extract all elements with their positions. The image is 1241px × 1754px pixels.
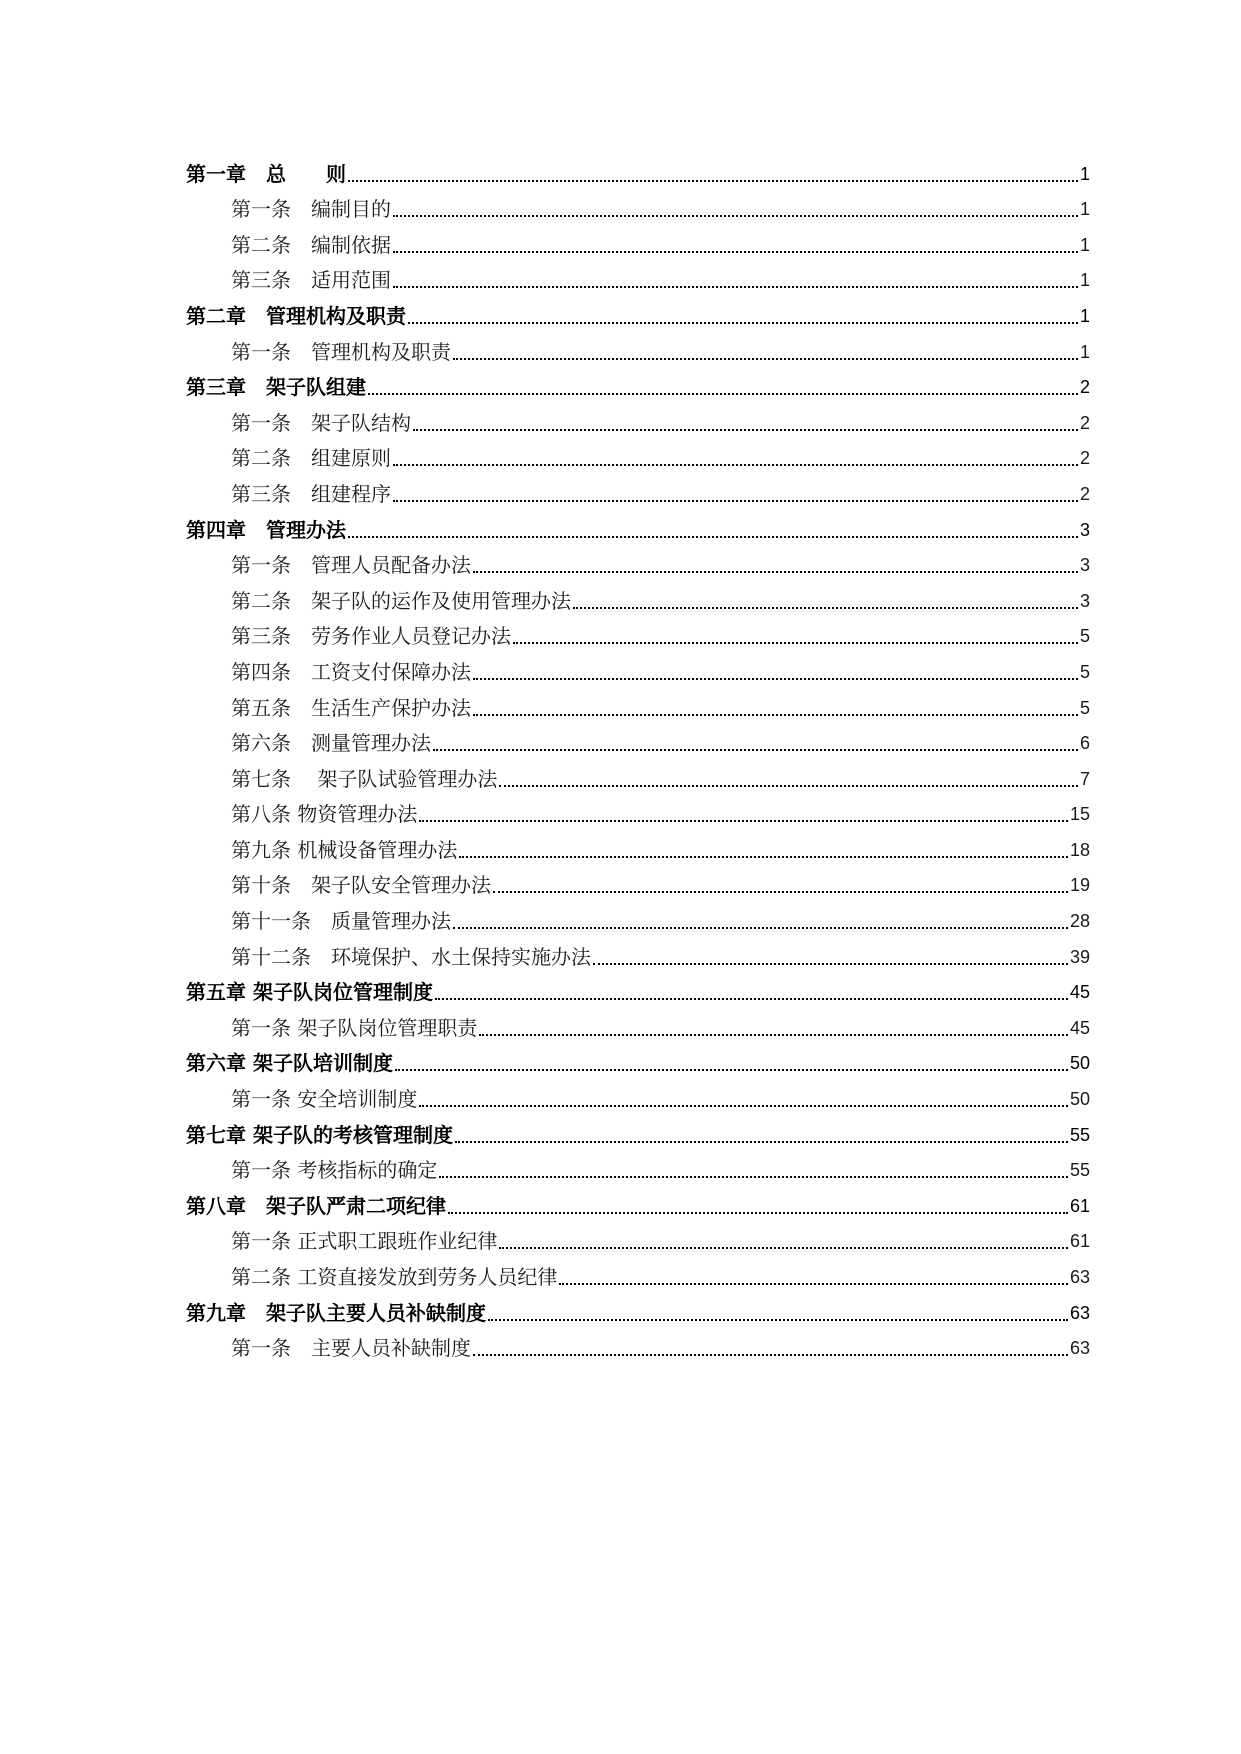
toc-dot-leader: [393, 500, 1078, 502]
toc-entry[interactable]: [186, 1293, 1090, 1329]
toc-dot-leader: [499, 785, 1078, 787]
toc-entry-title: 第十二条 环境保护、水土保持实施办法: [231, 944, 591, 969]
toc-page-number: 7: [1079, 768, 1090, 789]
toc-page-number: 5: [1079, 661, 1090, 682]
toc-page-number: 2: [1079, 377, 1090, 398]
toc-page-number: 3: [1079, 555, 1090, 576]
toc-dot-leader: [513, 642, 1078, 644]
toc-entry[interactable]: [186, 474, 1090, 510]
toc-entry[interactable]: [186, 225, 1090, 261]
toc-entry-title: 第四条 工资支付保障办法: [231, 659, 471, 684]
toc-entry[interactable]: [186, 652, 1090, 688]
toc-page-number: 1: [1079, 163, 1090, 184]
toc-entry[interactable]: [186, 1044, 1090, 1080]
toc-dot-leader: [393, 286, 1078, 288]
toc-entry-title: 第二条 架子队的运作及使用管理办法: [231, 588, 571, 613]
toc-entry[interactable]: [186, 1329, 1090, 1365]
toc-entry[interactable]: [186, 581, 1090, 617]
toc-dot-leader: [393, 251, 1078, 253]
toc-entry[interactable]: [186, 759, 1090, 795]
toc-dot-leader: [448, 1212, 1068, 1214]
toc-dot-leader: [419, 820, 1068, 822]
toc-entry[interactable]: [186, 1186, 1090, 1222]
toc-entry[interactable]: [186, 973, 1090, 1009]
toc-entry-title: 第三章 架子队组建: [186, 375, 366, 400]
toc-page-number: 45: [1069, 982, 1090, 1003]
toc-page-number: 18: [1069, 839, 1090, 860]
toc-dot-leader: [348, 180, 1078, 182]
toc-entry[interactable]: [186, 830, 1090, 866]
toc-entry-title: 第九章 架子队主要人员补缺制度: [186, 1300, 486, 1325]
toc-entry[interactable]: [186, 403, 1090, 439]
toc-entry[interactable]: [186, 190, 1090, 226]
toc-entry-title: 第一条 主要人员补缺制度: [231, 1336, 471, 1361]
toc-entry[interactable]: [186, 368, 1090, 404]
toc-entry-title: 第八条 物资管理办法: [231, 802, 418, 827]
toc-dot-leader: [473, 678, 1078, 680]
toc-entry[interactable]: [186, 795, 1090, 831]
toc-entry[interactable]: [186, 937, 1090, 973]
toc-dot-leader: [368, 393, 1078, 395]
toc-entry-title: 第一章 总 则: [186, 161, 346, 186]
toc-entry-title: 第一条 架子队岗位管理职责: [231, 1015, 478, 1040]
toc-entry-title: 第一条 管理人员配备办法: [231, 553, 471, 578]
toc-dot-leader: [559, 1283, 1068, 1285]
toc-entry-title: 第九条 机械设备管理办法: [231, 837, 458, 862]
toc-entry-title: 第一条 考核指标的确定: [231, 1158, 438, 1183]
toc-dot-leader: [455, 1141, 1068, 1143]
toc-page-number: 2: [1079, 412, 1090, 433]
toc-page-number: 50: [1069, 1053, 1090, 1074]
toc-page-number: 3: [1079, 590, 1090, 611]
toc-entry-title: 第一条 正式职工跟班作业纪律: [231, 1229, 498, 1254]
toc-entry[interactable]: [186, 1257, 1090, 1293]
toc-dot-leader: [453, 358, 1078, 360]
toc-dot-leader: [459, 856, 1068, 858]
toc-page-number: 61: [1069, 1231, 1090, 1252]
toc-page-number: 63: [1069, 1338, 1090, 1359]
toc-entry[interactable]: [186, 296, 1090, 332]
toc-entry-title: 第三条 适用范围: [231, 268, 391, 293]
toc-page-number: 1: [1079, 341, 1090, 362]
toc-entry-title: 第一条 编制目的: [231, 197, 391, 222]
toc-dot-leader: [453, 927, 1068, 929]
table-of-contents: [186, 154, 1090, 1364]
toc-dot-leader: [493, 891, 1068, 893]
toc-entry-title: 第一条 安全培训制度: [231, 1087, 418, 1112]
toc-entry[interactable]: [186, 154, 1090, 190]
toc-dot-leader: [488, 1319, 1068, 1321]
toc-entry[interactable]: [186, 688, 1090, 724]
toc-page-number: 1: [1079, 270, 1090, 291]
toc-entry[interactable]: [186, 439, 1090, 475]
toc-dot-leader: [439, 1176, 1068, 1178]
toc-entry[interactable]: [186, 1115, 1090, 1151]
toc-page-number: 2: [1079, 483, 1090, 504]
toc-entry-title: 第二条 编制依据: [231, 232, 391, 257]
toc-entry[interactable]: [186, 261, 1090, 297]
toc-page-number: 2: [1079, 448, 1090, 469]
toc-entry-title: 第三条 组建程序: [231, 481, 391, 506]
toc-page-number: 5: [1079, 626, 1090, 647]
toc-dot-leader: [473, 1354, 1068, 1356]
toc-dot-leader: [573, 607, 1078, 609]
toc-entry[interactable]: [186, 1008, 1090, 1044]
toc-page-number: 3: [1079, 519, 1090, 540]
toc-dot-leader: [479, 1034, 1068, 1036]
toc-page-number: 55: [1069, 1124, 1090, 1145]
toc-dot-leader: [413, 429, 1078, 431]
toc-page-number: 61: [1069, 1195, 1090, 1216]
toc-entry-title: 第六条 测量管理办法: [231, 731, 431, 756]
toc-dot-leader: [408, 322, 1078, 324]
toc-dot-leader: [393, 215, 1078, 217]
toc-page-number: 63: [1069, 1267, 1090, 1287]
toc-entry-title: 第二条 组建原则: [231, 446, 391, 471]
toc-entry[interactable]: [186, 1151, 1090, 1187]
toc-entry[interactable]: [186, 546, 1090, 582]
toc-page-number: 1: [1079, 199, 1090, 220]
toc-page-number: 19: [1069, 875, 1090, 896]
toc-dot-leader: [395, 1069, 1068, 1071]
toc-dot-leader: [593, 963, 1068, 965]
toc-page-number: 1: [1079, 234, 1090, 255]
toc-page-number: 39: [1069, 946, 1090, 967]
toc-entry[interactable]: [186, 332, 1090, 368]
toc-page-number: 28: [1069, 911, 1090, 932]
toc-page-number: 45: [1069, 1017, 1090, 1038]
toc-entry[interactable]: [186, 617, 1090, 653]
toc-entry-title: 第七章 架子队的考核管理制度: [186, 1122, 453, 1147]
toc-entry-title: 第二条 工资直接发放到劳务人员纪律: [231, 1265, 558, 1289]
toc-entry[interactable]: [186, 510, 1090, 546]
toc-entry[interactable]: [186, 866, 1090, 902]
toc-page-number: 6: [1079, 733, 1090, 754]
toc-dot-leader: [433, 749, 1078, 751]
toc-dot-leader: [499, 1247, 1068, 1249]
toc-entry-title: 第八章 架子队严肃二项纪律: [186, 1193, 446, 1218]
toc-page-number: 5: [1079, 697, 1090, 718]
toc-page-number: 63: [1069, 1302, 1090, 1323]
toc-dot-leader: [419, 1105, 1068, 1107]
toc-entry-title: 第七条 架子队试验管理办法: [231, 766, 498, 791]
toc-page-number: 50: [1069, 1089, 1090, 1110]
toc-entry[interactable]: [186, 901, 1090, 937]
toc-dot-leader: [393, 464, 1078, 466]
toc-entry-title: 第五章 架子队岗位管理制度: [186, 980, 433, 1005]
toc-entry-title: 第十条 架子队安全管理办法: [231, 873, 491, 898]
toc-entry[interactable]: [186, 724, 1090, 760]
toc-page-number: 55: [1069, 1160, 1090, 1181]
toc-entry-title: 第一条 管理机构及职责: [231, 339, 451, 364]
toc-entry[interactable]: [186, 1079, 1090, 1115]
toc-dot-leader: [473, 714, 1078, 716]
toc-entry-title: 第五条 生活生产保护办法: [231, 695, 471, 720]
toc-page-number: 1: [1079, 305, 1090, 326]
toc-entry-title: 第二章 管理机构及职责: [186, 303, 406, 328]
toc-dot-leader: [473, 571, 1078, 573]
toc-entry[interactable]: [186, 1222, 1090, 1258]
toc-dot-leader: [348, 536, 1078, 538]
toc-page-number: 15: [1069, 804, 1090, 825]
toc-entry-title: 第一条 架子队结构: [231, 410, 411, 435]
toc-entry-title: 第四章 管理办法: [186, 517, 346, 542]
toc-entry-title: 第六章 架子队培训制度: [186, 1051, 393, 1076]
toc-entry-title: 第三条 劳务作业人员登记办法: [231, 624, 511, 649]
toc-dot-leader: [435, 998, 1068, 1000]
toc-entry-title: 第十一条 质量管理办法: [231, 909, 451, 934]
